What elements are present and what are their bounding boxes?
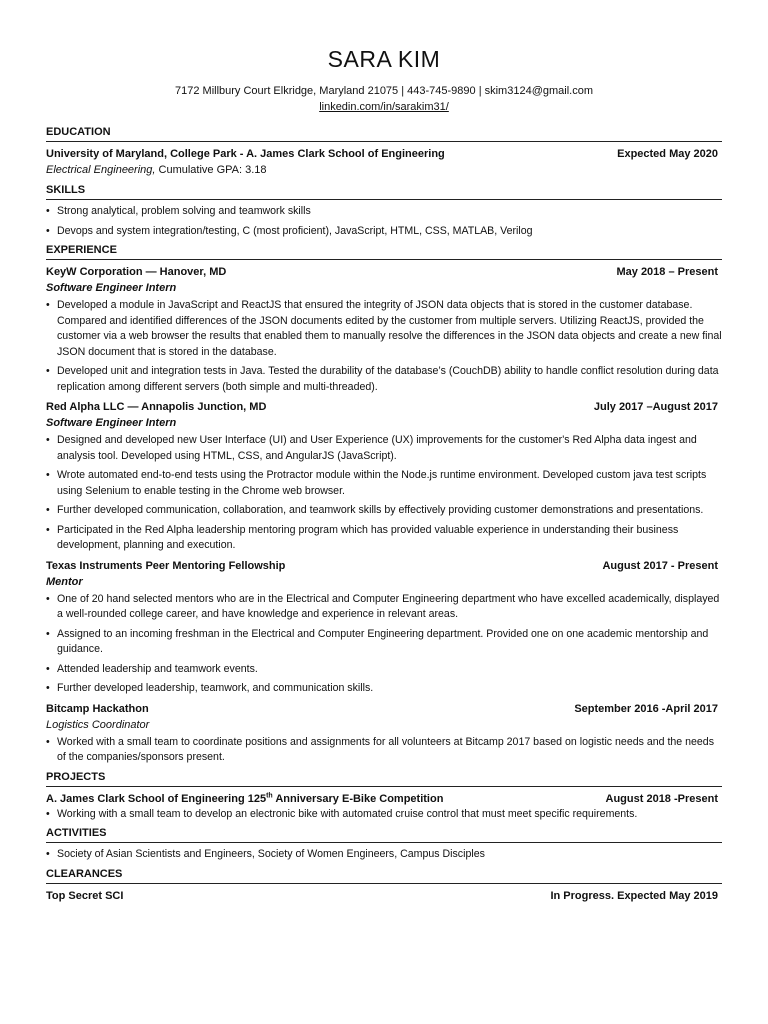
list-item: • Attended leadership and teamwork events.	[46, 662, 722, 678]
job-date: August 2017 - Present	[602, 559, 718, 572]
school-name: University of Maryland, College Park - A. James Clark School of Engineering	[46, 148, 445, 160]
clearance-row	[46, 888, 722, 904]
job-role: Software Engineer Intern	[46, 417, 177, 429]
clearance-name: Top Secret SCI	[46, 889, 124, 902]
activities-heading: ACTIVITIES	[46, 826, 722, 843]
clearances-section	[46, 867, 722, 904]
gpa: Cumulative GPA: 3.18	[155, 164, 267, 176]
list-item: • Working with a small team to develop an electronic bike with automated cruise control that must meet specific requirements.	[46, 807, 722, 823]
list-item: • Devops and system integration/testing, C (most proficient), JavaScript, HTML, CSS, MATLAB, Verilog	[46, 224, 722, 240]
job-texas-instruments	[46, 558, 722, 697]
education-date: Expected May 2020	[617, 148, 718, 160]
skills-list	[46, 204, 722, 239]
degree-line	[46, 162, 722, 178]
job-org: Texas Instruments Peer Mentoring Fellowship	[46, 559, 286, 572]
list-item: • Wrote automated end-to-end tests using the Protractor module within the Node.js runtime environment. Developed custom java test scripts using Selenium to enable testing in the Chrome web browser.	[46, 468, 722, 499]
job-date: May 2018 – Present	[616, 266, 718, 278]
job-bullets	[46, 735, 722, 766]
list-item: • Strong analytical, problem solving and teamwork skills	[46, 204, 722, 220]
project-date: August 2018 -Present	[605, 792, 718, 805]
job-role: Mentor	[46, 575, 83, 588]
education-section	[46, 125, 722, 181]
linkedin-link[interactable]: linkedin.com/in/sarakim31/	[319, 101, 449, 113]
applicant-name: SARA KIM	[327, 46, 441, 72]
job-red-alpha	[46, 399, 722, 554]
job-org: Bitcamp Hackathon	[46, 702, 149, 715]
list-item: • Society of Asian Scientists and Engineers, Society of Women Engineers, Campus Disciples	[46, 847, 722, 863]
experience-section	[46, 243, 722, 766]
job-org: Red Alpha LLC — Annapolis Junction, MD	[46, 401, 267, 413]
project-bullets	[46, 807, 722, 823]
projects-heading: PROJECTS	[46, 770, 722, 787]
job-bullets	[46, 298, 722, 395]
major: Electrical Engineering,	[46, 164, 156, 176]
job-header	[46, 701, 722, 717]
contact-info: 7172 Millbury Court Elkridge, Maryland 21075 | 443-745-9890 | skim3124@gmail.com	[175, 85, 593, 97]
activities-list	[46, 847, 722, 863]
job-date: September 2016 -April 2017	[574, 702, 718, 715]
skills-section	[46, 183, 722, 239]
clearances-heading: CLEARANCES	[46, 867, 722, 884]
education-row	[46, 146, 722, 162]
job-role: Software Engineer Intern	[46, 282, 177, 294]
job-header	[46, 264, 722, 280]
project-name: A. James Clark School of Engineering 125th Anniversary E-Bike Competition	[46, 791, 444, 805]
list-item: • Worked with a small team to coordinate positions and assignments for all volunteers at Bitcamp 2017 based on logistic needs and the needs of the companies/sponsors present.	[46, 735, 722, 766]
experience-heading: EXPERIENCE	[46, 243, 722, 260]
education-heading: EDUCATION	[46, 125, 722, 142]
job-header	[46, 558, 722, 574]
linkedin-row	[46, 99, 722, 115]
job-keyw	[46, 264, 722, 395]
clearance-status: In Progress. Expected May 2019	[550, 889, 718, 902]
list-item: • Developed unit and integration tests in Java. Tested the durability of the database’s (CouchDB) ability to handle conflict resolution during data replication among different servers (both simple and multi-threaded).	[46, 364, 722, 395]
skills-heading: SKILLS	[46, 183, 722, 200]
list-item: • Designed and developed new User Interface (UI) and User Experience (UX) improvements for the customer's Red Alpha data ingest and analysis tool. Developed using HTML, CSS, and AngularJS (JavaScript).	[46, 433, 722, 464]
list-item: • Assigned to an incoming freshman in the Electrical and Computer Engineering department. Provided one on one academic mentorship and guidance.	[46, 627, 722, 658]
job-bullets	[46, 433, 722, 554]
list-item: • One of 20 hand selected mentors who are in the Electrical and Computer Engineering department who have excelled academically, displayed a well-rounded college career, and have knowledge and experience in relevant areas.	[46, 592, 722, 623]
job-bitcamp	[46, 701, 722, 766]
list-item: • Further developed communication, collaboration, and teamwork skills by effectively providing customer demonstrations and presentations.	[46, 503, 722, 519]
project-row	[46, 791, 722, 807]
projects-section	[46, 770, 722, 823]
list-item: • Further developed leadership, teamwork, and communication skills.	[46, 681, 722, 697]
job-role: Logistics Coordinator	[46, 718, 150, 731]
list-item: • Participated in the Red Alpha leadership mentoring program which has provided valuable experience in understanding their business development, planning and execution.	[46, 523, 722, 554]
activities-section	[46, 826, 722, 863]
list-item: • Developed a module in JavaScript and ReactJS that ensured the integrity of JSON data objects that is stored in the customer database. Compared and identified differences of the JSON documents edited by the customer from multiple servers. Utilizing ReactJS, provided the customer via a web browser the results that enabled them to manually resolve the differences in the JSON data objects and create a new final JSON document that is stored in the database.	[46, 298, 722, 360]
job-date: July 2017 –August 2017	[593, 401, 718, 413]
job-header	[46, 399, 722, 415]
job-bullets	[46, 592, 722, 697]
job-org: KeyW Corporation — Hanover, MD	[46, 266, 227, 278]
